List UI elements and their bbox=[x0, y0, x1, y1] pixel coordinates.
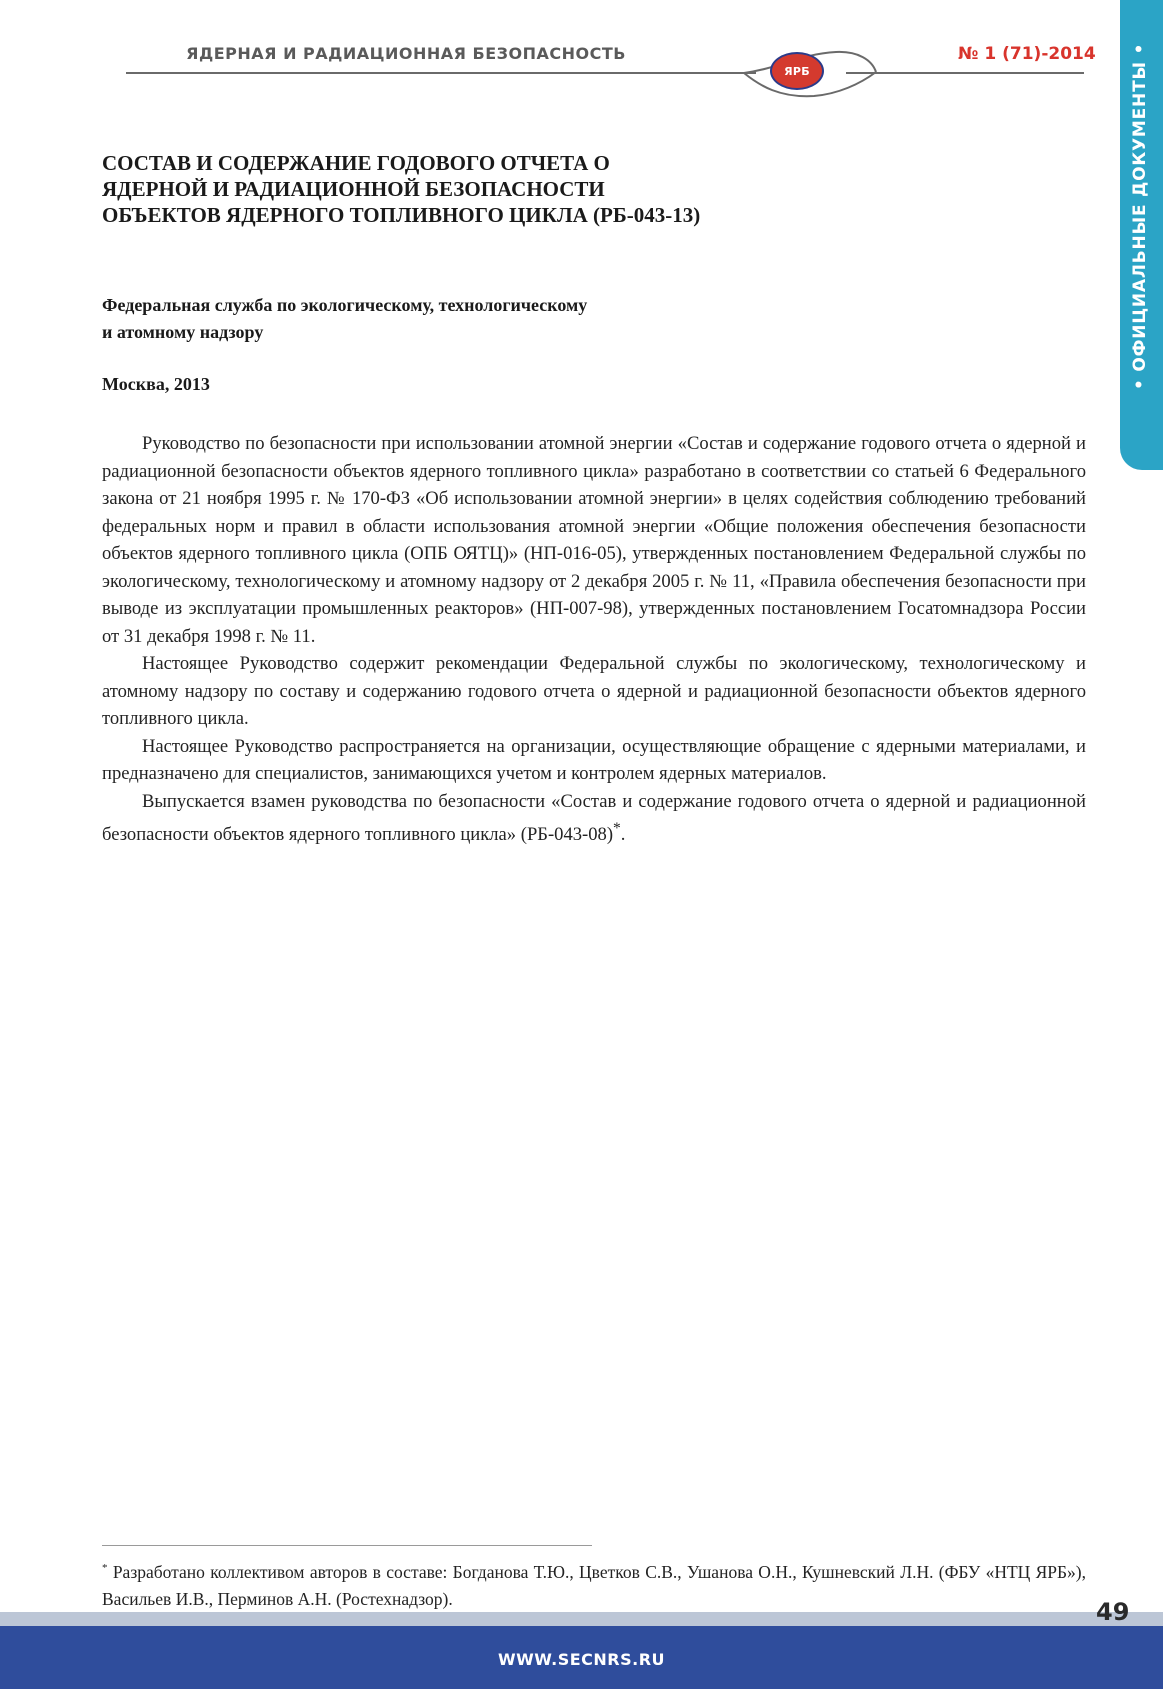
place-and-year: Москва, 2013 bbox=[102, 374, 210, 394]
page-number: 49 bbox=[1096, 1598, 1130, 1626]
footer-band bbox=[0, 1612, 1163, 1626]
body-paragraph: Настоящее Руководство содержит рекомендации Федеральной службы по экологическому, технологическому и атомному надзору по составу и содержанию годового отчета о ядерной и радиационной безопасности объектов ядерного топливного цикла. bbox=[102, 653, 1086, 729]
journal-logo bbox=[770, 52, 824, 90]
issuing-organization bbox=[102, 292, 802, 346]
header-rule-right bbox=[846, 72, 1084, 74]
section-side-tab-label: • ОФИЦИАЛЬНЫЕ ДОКУМЕНТЫ • bbox=[1130, 42, 1150, 390]
logo-text: ЯРБ bbox=[784, 64, 810, 78]
journal-title: ЯДЕРНАЯ И РАДИАЦИОННАЯ БЕЗОПАСНОСТЬ bbox=[186, 44, 626, 63]
organization-line: Федеральная служба по экологическому, технологическому bbox=[102, 295, 588, 315]
footnote-text: Разработано коллективом авторов в составе: Богданова Т.Ю., Цветков С.В., Ушанова О.Н., Кушневский Л.Н. (ФБУ «НТЦ ЯРБ»), Васильев И.В., Перминов А.Н. (Ростехнадзор). bbox=[102, 1561, 1086, 1609]
last-paragraph-text: Выпускается взамен руководства по безопасности «Состав и содержание годового отчета о ядерной и радиационной безопасности объектов ядерного топливного цикла» (РБ-043-08) bbox=[102, 790, 1086, 846]
title-line: ЯДЕРНОЙ И РАДИАЦИОННОЙ БЕЗОПАСНОСТИ bbox=[102, 177, 605, 201]
footnote bbox=[102, 1555, 1086, 1613]
title-line: ОБЪЕКТОВ ЯДЕРНОГО ТОПЛИВНОГО ЦИКЛА (РБ-043-13) bbox=[102, 203, 701, 227]
header-rule-left bbox=[126, 72, 756, 74]
organization-line: и атомному надзору bbox=[102, 322, 264, 342]
body-paragraph-last bbox=[102, 788, 1086, 849]
title-line: СОСТАВ И СОДЕРЖАНИЕ ГОДОВОГО ОТЧЕТА О bbox=[102, 151, 610, 175]
last-paragraph-end: . bbox=[620, 824, 626, 846]
body-paragraph: Настоящее Руководство распространяется на организации, осуществляющие обращение с ядерными материалами, и предназначено для специалистов, занимающихся учетом и контролем ядерных материалов. bbox=[102, 735, 1086, 784]
footnote-mark: * bbox=[102, 1562, 108, 1574]
issue-number: № 1 (71)-2014 bbox=[958, 44, 1096, 64]
document-title bbox=[102, 150, 802, 228]
footnote-rule bbox=[102, 1545, 592, 1546]
footer-url-link[interactable]: WWW.SECNRS.RU bbox=[497, 1650, 666, 1669]
document-body bbox=[102, 430, 1086, 849]
footnote-reference[interactable]: * bbox=[613, 820, 621, 837]
body-paragraph: Руководство по безопасности при использовании атомной энергии «Состав и содержание годового отчета о ядерной и радиационной безопасности объектов ядерного топливного цикла» разработано в соответствии со статьей 6 Федерального закона от 21 ноября 1995 г. № 170-ФЗ «Об использовании атомной энергии» в целях содействия соблюдению требований федеральных норм и правил в области использования атомной энергии «Общие положения обеспечения безопасности объектов ядерного топливного цикла (ОПБ ОЯТЦ)» (НП-016-05), утвержденных постановлением Федеральной службы по экологическому, технологическому и атомному надзору от 2 декабря 2005 г. № 11, «Правила обеспечения безопасности при выводе из эксплуатации промышленных реакторов» (НП-007-98), утвержденных постановлением Госатомнадзора России от 31 декабря 1998 г. № 11. bbox=[102, 433, 1086, 647]
